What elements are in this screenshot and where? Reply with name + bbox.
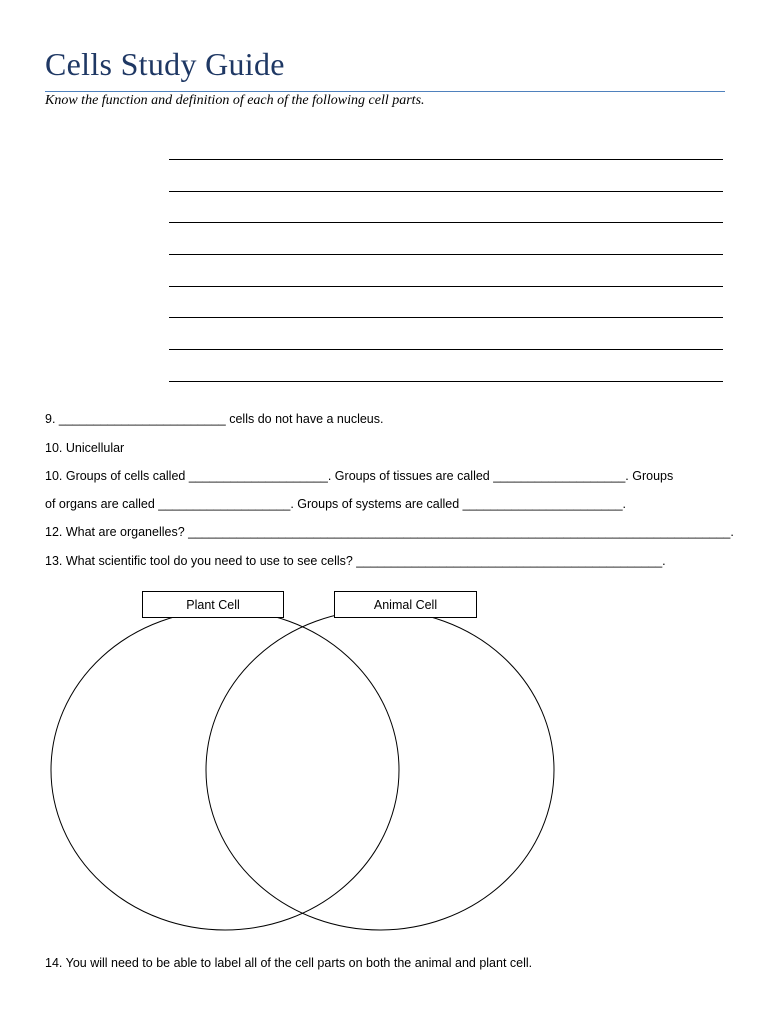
question-14: 14. You will need to be able to label all of the cell parts on both the animal and plant cell.: [45, 956, 533, 970]
question-9: 9. ________________________ cells do not have a nucleus.: [45, 412, 384, 426]
question-10-groups: 10. Groups of cells called ____________________. Groups of tissues are called ___________________. Groups: [45, 469, 674, 483]
plant-cell-circle: [51, 610, 399, 930]
subtitle: Know the function and definition of each of the following cell parts.: [45, 93, 425, 108]
question-10-unicellular: 10. Unicellular: [45, 441, 125, 455]
question-13: 13. What scientific tool do you need to use to see cells? ____________________________________________.: [45, 554, 666, 568]
question-10-groups-continued: of organs are called ___________________. Groups of systems are called _______________________.: [45, 497, 627, 511]
animal-cell-label: Animal Cell: [334, 591, 477, 618]
animal-cell-circle: [206, 610, 554, 930]
plant-cell-label: Plant Cell: [142, 591, 284, 618]
page-title: Cells Study Guide: [45, 46, 285, 82]
question-12: 12. What are organelles? ______________________________________________________________________________.: [45, 525, 734, 539]
